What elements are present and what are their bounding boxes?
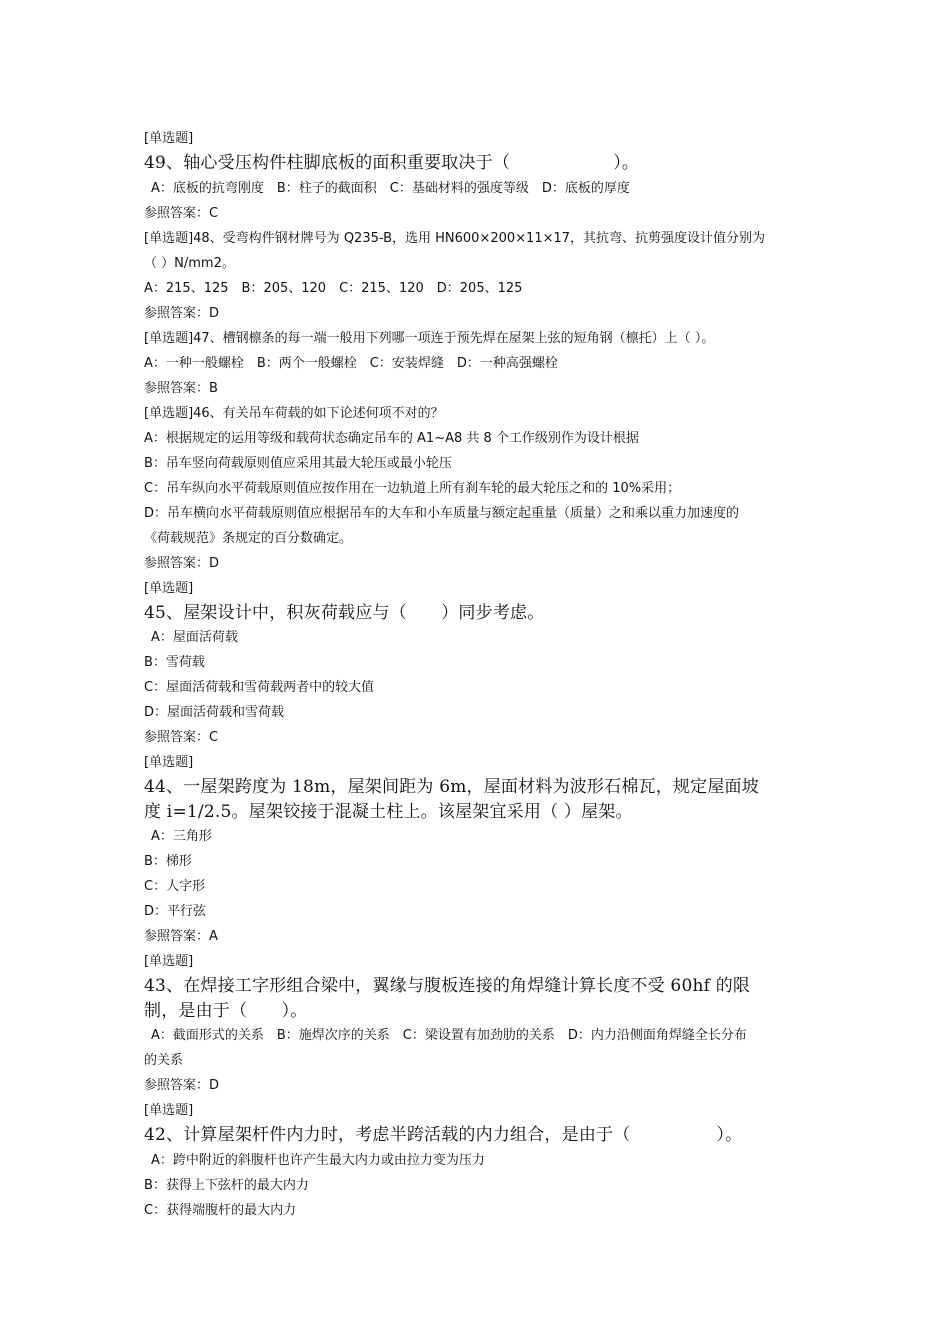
question-42-stem: 42、计算屋架杆件内力时，考虑半跨活载的内力组合，是由于（ ）。: [144, 1125, 743, 1145]
question-45-stem: 45、屋架设计中，积灰荷载应与（ ）同步考虑。: [144, 602, 545, 623]
question-43-options: A：截面形式的关系 B：施焊次序的关系 C：梁设置有加劲肋的关系 D：内力沿侧面角焊缝全长分布: [151, 1028, 747, 1043]
question-48-stem: [单选题]48、受弯构件钢材牌号为 Q235-B，选用 HN600×200×11×17，其抗弯、抗剪强度设计值分别为: [144, 230, 766, 246]
question-49-answer: 参照答案：C: [144, 205, 219, 221]
question-46-answer: 参照答案：D: [144, 555, 220, 571]
question-43-stem: 43、在焊接工字形组合梁中，翼缘与腹板连接的角焊缝计算长度不受 60hf 的限: [144, 976, 751, 996]
question-47-stem: [单选题]47、槽钢檩条的每一端一般用下列哪一项连于预先焊在屋架上弦的短角钢（檩托）上（ ）。: [144, 330, 715, 346]
question-44-stem-cont: 度 i=1/2.5。屋架铰接于混凝土柱上。该屋架宜采用（ ）屋架。: [144, 801, 633, 822]
question-44-option-d: D：平行弦: [144, 904, 207, 919]
question-44-type: [单选题]: [144, 755, 194, 770]
question-44-option-b: B：梯形: [144, 854, 192, 869]
question-42-option-a: A：跨中附近的斜腹杆也许产生最大内力或由拉力变为压力: [151, 1152, 485, 1168]
question-48-answer: 参照答案：D: [144, 305, 220, 321]
line: [单选题]: [144, 131, 194, 146]
question-42-option-b: B：获得上下弦杆的最大内力: [144, 1177, 309, 1193]
question-45-option-b: B：雪荷载: [144, 655, 205, 670]
question-45-option-c: C：屋面活荷载和雪荷载两者中的较大值: [144, 680, 375, 695]
question-46-option-a: A：根据规定的运用等级和载荷状态确定吊车的 A1~A8 共 8 个工作级别作为设计根据: [144, 430, 639, 446]
question-46-option-c: C：吊车纵向水平荷载原则值应按作用在一边轨道上所有刹车轮的最大轮压之和的 10%采用；: [144, 480, 681, 496]
question-45-option-d: D：屋面活荷载和雪荷载: [144, 705, 285, 720]
question-45-type: [单选题]: [144, 580, 194, 596]
question-46-option-d-cont: 《荷载规范》条规定的百分数确定。: [144, 530, 353, 546]
question-45-option-a: A：屋面活荷载: [151, 630, 238, 645]
question-43-options-cont: 的关系: [144, 1053, 184, 1068]
question-46-option-b: B：吊车竖向荷载原则值应采用其最大轮压或最小轮压: [144, 455, 452, 471]
question-46-stem: [单选题]46、有关吊车荷载的如下论述何项不对的？: [144, 405, 444, 421]
question-46-option-d: D：吊车横向水平荷载原则值应根据吊车的大车和小车质量与额定起重量（质量）之和乘以重力加速度的: [144, 505, 740, 521]
question-47-options: A：一种一般螺栓 B：两个一般螺栓 C：安装焊缝 D：一种高强螺栓: [144, 355, 558, 371]
question-44-option-c: C：人字形: [144, 879, 206, 894]
question-42-type: [单选题]: [144, 1103, 194, 1118]
question-47-answer: 参照答案：B: [144, 380, 218, 396]
question-43-answer: 参照答案：D: [144, 1078, 220, 1093]
document-body: [144, 126, 809, 1223]
question-44-answer: 参照答案：A: [144, 929, 218, 944]
question-49-options: A：底板的抗弯刚度 B：柱子的截面积 C：基础材料的强度等级 D：底板的厚度: [151, 180, 630, 196]
question-43-stem-cont: 制，是由于（ ）。: [144, 1000, 308, 1021]
question-44-option-a: A：三角形: [151, 829, 212, 844]
question-48-stem-cont: （ ）N/mm2。: [144, 255, 235, 271]
question-45-answer: 参照答案：C: [144, 730, 219, 745]
question-42-option-c: C：获得端腹杆的最大内力: [144, 1202, 297, 1218]
question-49-stem: 49、轴心受压构件柱脚底板的面积重要取决于（ ）。: [144, 153, 640, 173]
question-44-stem: 44、一屋架跨度为 18m，屋架间距为 6m，屋面材料为波形石棉瓦，规定屋面坡: [144, 777, 759, 797]
question-48-options: A：215、125 B：205、120 C：215、120 D：205、125: [144, 280, 523, 296]
question-43-type: [单选题]: [144, 954, 194, 969]
